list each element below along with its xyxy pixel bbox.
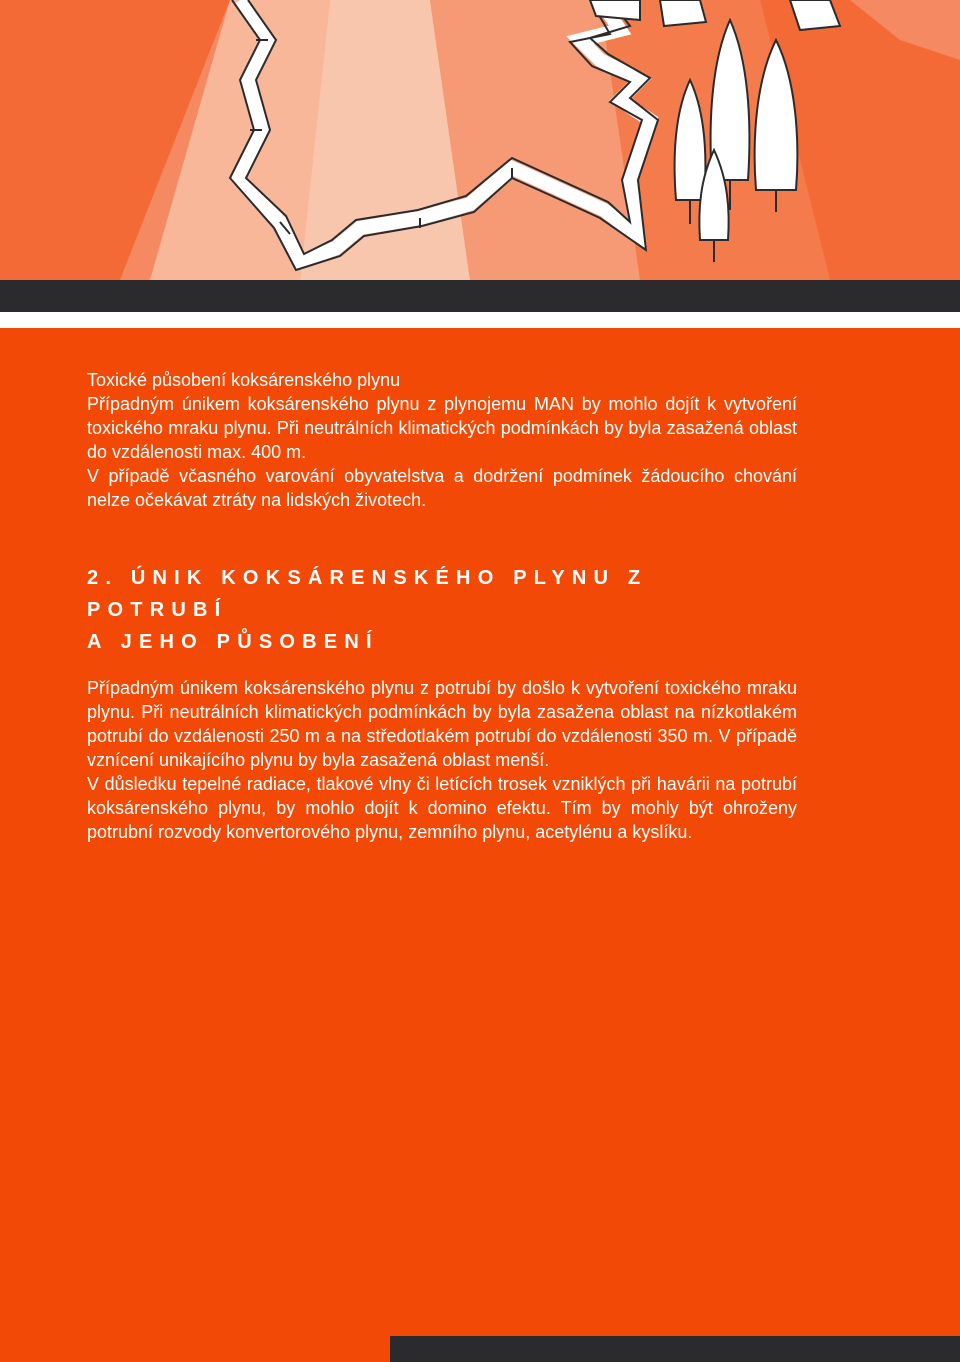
section1-paragraph: Případným únikem koksárenského plynu z plynojemu MAN by mohlo dojít k vytvoření toxického mraku plynu. Při neutrálních klimatických podmínkách by byla zasažená oblast do vzdálenosti max. 400 m.	[87, 394, 797, 462]
white-band	[0, 312, 960, 328]
section2-heading-line2: A JEHO PŮSOBENÍ	[87, 631, 379, 653]
section2-heading	[87, 562, 797, 658]
section2-heading-line1: 2. ÚNIK KOKSÁRENSKÉHO PLYNU Z POTRUBÍ	[87, 567, 648, 621]
hero-illustration	[0, 0, 960, 280]
pipeline-and-trees-illustration	[0, 0, 960, 280]
section2-paragraph: Případným únikem koksárenského plynu z potrubí by došlo k vytvoření toxického mraku plynu. Při neutrálních klimatických podmínkách by byla zasažena oblast na nízkotlakém potrubí do vzdálenosti 250 m a na středotlakém potrubí do vzdálenosti 350 m. V případě vznícení unikajícího plynu by byla zasažená oblast menší.	[87, 678, 797, 770]
section2-paragraph: V důsledku tepelné radiace, tlakové vlny či letících trosek vzniklých při havárii na potrubí koksárenského plynu, by mohlo dojít k domino efektu. Tím by mohly být ohroženy potrubní rozvody konvertorového plynu, zemního plynu, acetylénu a kyslíku.	[87, 774, 797, 842]
building-1-icon	[590, 0, 640, 20]
dark-band	[0, 280, 960, 312]
building-3-icon	[790, 0, 840, 30]
building-2-icon	[660, 0, 706, 26]
section1-title: Toxické působení koksárenského plynu	[87, 370, 401, 390]
content-area	[87, 368, 797, 844]
section1-paragraph: V případě včasného varování obyvatelstva a dodržení podmínek žádoucího chování nelze očekávat ztráty na lidských životech.	[87, 466, 797, 510]
bottom-bar	[390, 1336, 960, 1362]
